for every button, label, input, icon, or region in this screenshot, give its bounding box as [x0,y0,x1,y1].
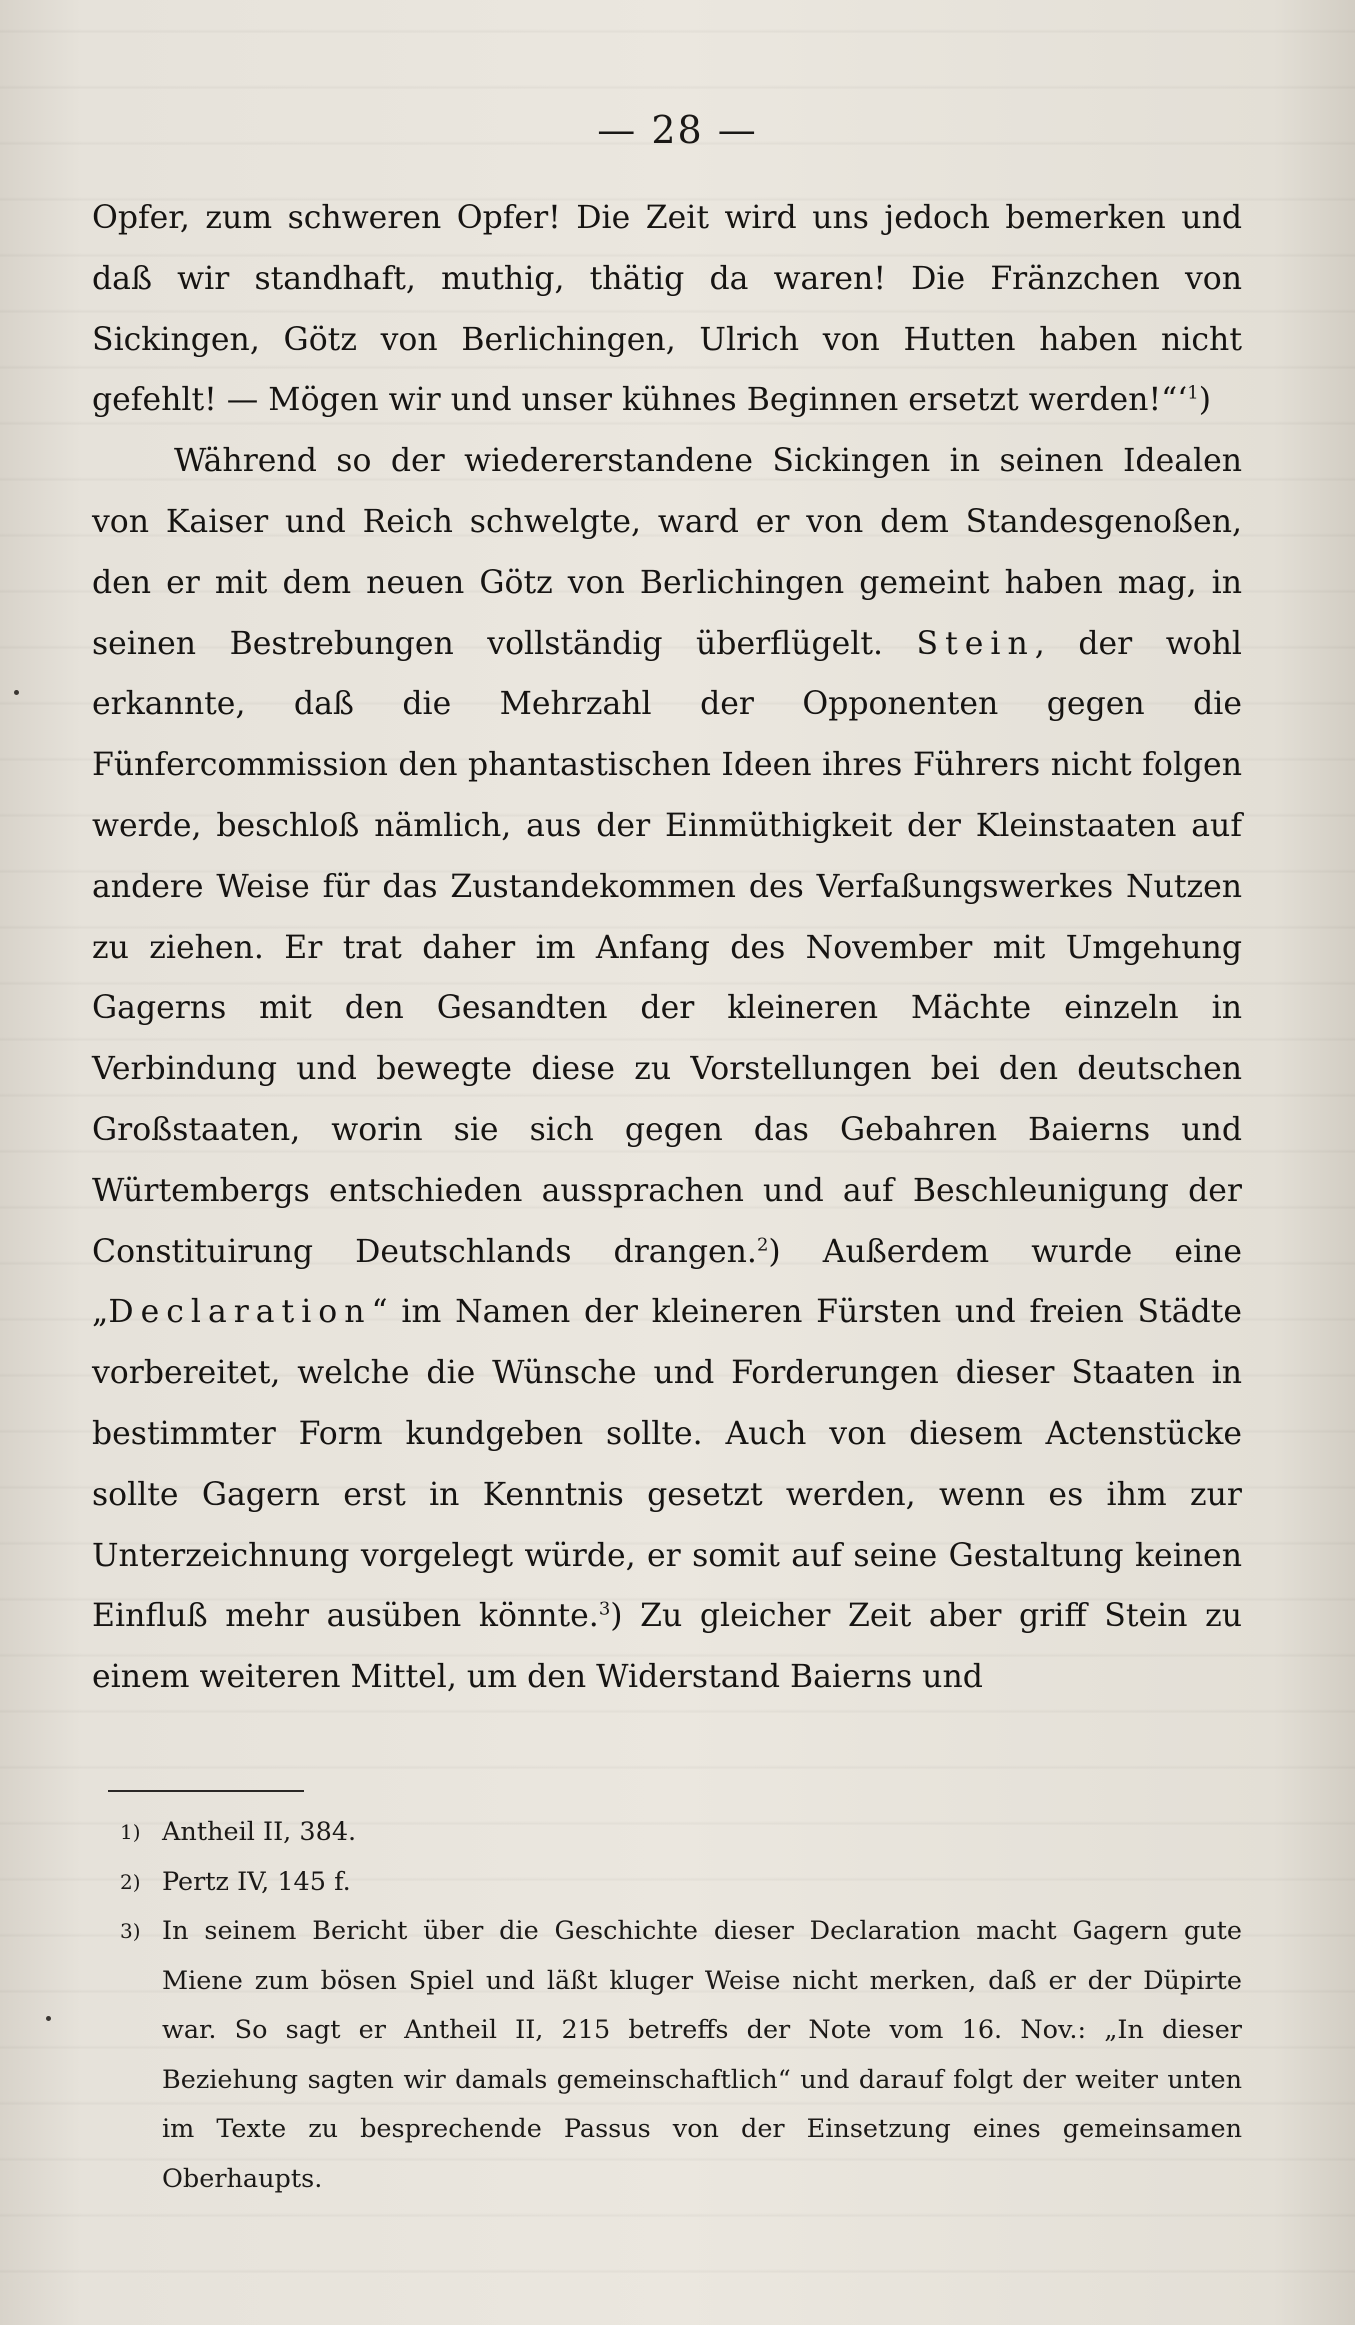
footnote-1 [120,1808,1242,1858]
footnote-2-mark: 2) [120,1869,141,1894]
main-text [92,188,1242,1708]
spaced-word-declaration: Declaration [108,1294,372,1331]
footnote-3-mark: 3) [120,1919,141,1943]
paragraph-2-text-a: Während so der wiedererstandene Sickingen in seinen Idealen von Kaiser und Reich schwelgte, ward er von dem Standesgenoßen, den er mit dem neuen Götz von Berlichingen gemeint haben mag, in seinen Bestrebungen vollständig überflügelt. [92,443,1242,662]
footnote-1-mark: 1) [120,1820,141,1844]
footnote-ref-3: 3 [598,1598,611,1620]
paragraph-2-text-e: ) Zu gleicher Zeit aber griff Stein zu einem weiteren Mittel, um den Widerstand Baierns und [92,1598,1242,1696]
paragraph-2 [92,431,1242,1708]
footnotes [120,1808,1242,2204]
paper-speck [46,2016,51,2021]
spaced-name-stein: Stein [916,625,1035,662]
paragraph-2-text-c: ) Außerdem wurde eine „ [92,1233,1242,1331]
footnote-3-text: In seinem Bericht über die Geschichte dieser Declaration macht Gagern gute Miene zum bösen Spiel und läßt kluger Weise nicht merken, daß er der Düpirte war. So sagt er Antheil II, 215 betreffs der Note vom 16. Nov.: „In dieser Beziehung sagten wir damals gemeinschaftlich“ und darauf folgt der weiter unten im Texte zu besprechende Passus von der Einsetzung eines gemeinsamen Oberhaupts. [162,1916,1242,2194]
footnote-3 [120,1907,1242,2204]
footnote-2 [120,1858,1242,1908]
paragraph-2-text-b: , der wohl erkannte, daß die Mehrzahl der Opponenten gegen die Fünfercommission den phantastischen Ideen ihres Führers nicht folgen werde, beschloß nämlich, aus der Einmüthigkeit der Kleinstaaten auf andere Weise für das Zustandekommen des Verfaßungswerkes Nutzen zu ziehen. Er trat daher im Anfang des November mit Umgehung Gagerns mit den Gesandten der kleineren Mächte einzeln in Verbindung und bewegte diese zu Vorstellungen bei den deutschen Großstaaten, worin sie sich gegen das Gebahren Baierns und Würtembergs entschieden aussprachen und auf Beschleunigung der Constituirung Deutschlands drangen. [92,625,1242,1270]
footnote-ref-2: 2 [756,1234,769,1256]
paper-speck [14,690,19,695]
paragraph-2-text-d: “ im Namen der kleineren Fürsten und freien Städte vorbereitet, welche die Wünsche und Forderungen dieser Staaten in bestimmter Form kundgeben sollte. Auch von diesem Actenstücke sollte Gagern erst in Kenntnis gesetzt werden, wenn es ihm zur Unterzeichnung vorgelegt würde, er somit auf seine Gestaltung keinen Einfluß mehr ausüben könnte. [92,1294,1242,1635]
footnote-1-text: Antheil II, 384. [162,1817,357,1847]
page-number: — 28 — [597,108,758,152]
paragraph-1 [92,188,1242,431]
footnote-ref-1: 1 [1187,382,1199,404]
footnote-rule [108,1790,304,1792]
paragraph-1-text: Opfer, zum schweren Opfer! Die Zeit wird uns jedoch bemerken und daß wir standhaft, muthig, thätig da waren! Die Fränzchen von Sickingen, Götz von Berlichingen, Ulrich von Hutten haben nicht gefehlt! — Mögen wir und unser kühnes Beginnen ersetzt werden!“‘ [92,200,1242,419]
footnote-2-text: Pertz IV, 145 f. [162,1866,351,1897]
footnote-ref-1-paren: ) [1198,382,1211,419]
